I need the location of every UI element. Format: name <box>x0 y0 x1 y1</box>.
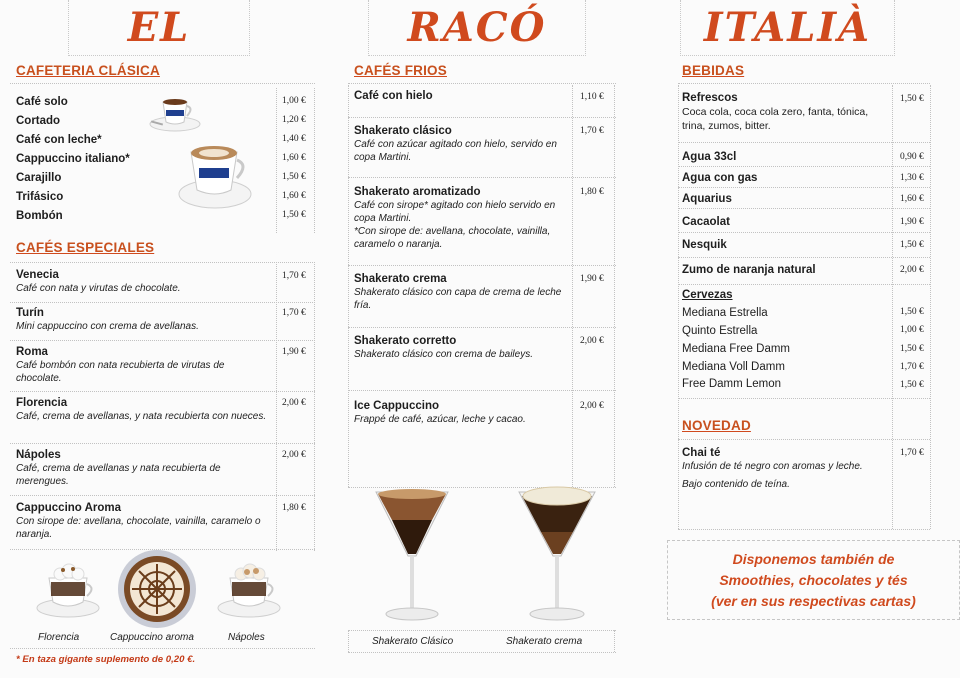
shakerato-crema-glass-image <box>513 484 601 624</box>
footnote: * En taza gigante suplemento de 0,20 €. <box>16 654 196 665</box>
column-edge <box>930 85 931 529</box>
title-word-2: RACÓ <box>407 4 547 51</box>
price-divider <box>276 88 277 233</box>
divider <box>678 187 930 188</box>
menu-item: Agua 33cl <box>682 151 737 163</box>
item-price: 1,50 € <box>900 344 924 354</box>
section-cafeteria-clasica: CAFETERIA CLÁSICA <box>16 63 160 78</box>
caption-shakerato-clasico: Shakerato Clásico <box>372 636 454 647</box>
price-divider <box>572 85 573 487</box>
divider <box>10 83 315 84</box>
menu-item: Cortado <box>16 115 61 127</box>
item-price: 1,50 € <box>900 380 924 390</box>
menu-item: Shakerato aromatizado Café con sirope* agitado con hielo servido en copa Martini. *Con sirope de: avellana, chocolate, vainilla, caramelo o naranja. <box>354 186 556 250</box>
divider <box>348 265 616 266</box>
divider <box>678 439 930 440</box>
item-price: 1,90 € <box>900 217 924 227</box>
menu-item: Shakerato clásico Café con azúcar agitado con hielo, servido en copa Martini. <box>354 125 557 163</box>
napoles-cup-image <box>214 560 284 622</box>
menu-item: Refrescos Coca cola, coca cola zero, fanta, tónica, trina, zumos, bitter. <box>682 92 869 132</box>
menu-item: Quinto Estrella <box>682 325 758 337</box>
divider <box>678 398 930 399</box>
item-price: 1,60 € <box>900 194 924 204</box>
section-bebidas: BEBIDAS <box>682 63 745 78</box>
menu-item: Zumo de naranja natural <box>682 264 816 276</box>
menu-item: Nápoles Café, crema de avellanas y nata recubierta de merengues. <box>16 449 221 487</box>
divider <box>348 390 616 391</box>
item-price: 1,50 € <box>282 172 306 182</box>
menu-item: Cappuccino Aroma Con sirope de: avellana, chocolate, vainilla, caramelo o naranja. <box>16 502 261 540</box>
item-price: 1,80 € <box>580 187 604 197</box>
column-edge <box>614 630 615 652</box>
item-price: 2,00 € <box>580 401 604 411</box>
divider <box>348 652 616 653</box>
item-price: 1,40 € <box>282 134 306 144</box>
menu-item: Chai té Infusión de té negro con aromas y leche. Bajo contenido de teína. <box>682 447 863 490</box>
column-edge <box>614 85 615 487</box>
price-divider <box>892 85 893 529</box>
menu-item: Mediana Voll Damm <box>682 361 785 373</box>
menu-item: Bombón <box>16 210 63 222</box>
menu-item: Shakerato corretto Shakerato clásico con crema de baileys. <box>354 335 533 360</box>
divider <box>348 327 616 328</box>
menu-item: Aquarius <box>682 193 732 205</box>
caption-florencia: Florencia <box>38 632 80 643</box>
title-box-2 <box>368 0 586 56</box>
menu-item: Venecia Café con nata y virutas de chocolate. <box>16 269 181 294</box>
item-price: 1,70 € <box>900 362 924 372</box>
title-word-3: ITALIÀ <box>703 4 872 51</box>
item-price: 2,00 € <box>282 398 306 408</box>
price-divider <box>276 264 277 551</box>
item-price: 1,50 € <box>282 210 306 220</box>
menu-item: Nesquik <box>682 239 727 251</box>
divider <box>10 443 315 444</box>
item-price: 0,90 € <box>900 152 924 162</box>
cappuccino-cup-image <box>175 140 255 212</box>
item-price: 2,00 € <box>900 265 924 275</box>
divider <box>678 83 930 84</box>
item-price: 1,20 € <box>282 115 306 125</box>
item-price: 1,30 € <box>900 173 924 183</box>
item-price: 1,50 € <box>900 240 924 250</box>
menu-item: Café con hielo <box>354 90 433 102</box>
item-price: 1,00 € <box>900 325 924 335</box>
menu-item: Shakerato crema Shakerato clásico con capa de crema de leche fría. <box>354 273 562 311</box>
section-novedad: NOVEDAD <box>682 418 751 433</box>
menu-item: Florencia Café, crema de avellanas, y nata recubierta con nueces. <box>16 397 267 422</box>
divider <box>678 166 930 167</box>
cappuccino-aroma-image <box>116 549 198 629</box>
divider <box>10 340 315 341</box>
column-edge-left <box>348 85 349 487</box>
column-edge <box>314 264 315 551</box>
promo-line-3: (ver en sus respectivas cartas) <box>711 592 916 609</box>
section-cafes-especiales: CAFÉS ESPECIALES <box>16 240 155 255</box>
promo-line-1: Disponemos también de <box>732 550 895 567</box>
column-edge-left <box>678 85 679 529</box>
menu-item: Agua con gas <box>682 172 758 184</box>
divider <box>678 232 930 233</box>
item-price: 1,80 € <box>282 503 306 513</box>
shakerato-clasico-glass-image <box>370 484 454 624</box>
caption-napoles: Nápoles <box>228 632 265 643</box>
menu-item: Carajillo <box>16 172 62 184</box>
item-price: 1,60 € <box>282 153 306 163</box>
item-price: 1,00 € <box>282 96 306 106</box>
column-edge-left <box>348 630 349 652</box>
divider <box>10 391 315 392</box>
cervezas-heading: Cervezas <box>682 289 733 301</box>
menu-item: Café solo <box>16 96 68 108</box>
menu-item: Cacaolat <box>682 216 730 228</box>
menu-item: Cappuccino italiano* <box>16 153 130 165</box>
menu-item: Café con leche* <box>16 134 102 146</box>
caption-cappuccino-aroma: Cappuccino aroma <box>110 632 194 643</box>
title-box-1 <box>68 0 250 56</box>
menu-item: Roma Café bombón con nata recubierta de virutas de chocolate. <box>16 346 225 384</box>
divider <box>348 630 616 631</box>
title-word-1: EL <box>127 4 191 51</box>
menu-item: Turín Mini cappuccino con crema de avellanas. <box>16 307 199 332</box>
item-price: 2,00 € <box>282 450 306 460</box>
item-price: 1,70 € <box>580 126 604 136</box>
florencia-cup-image <box>33 560 103 622</box>
item-price: 1,70 € <box>282 308 306 318</box>
divider <box>678 142 930 143</box>
promo-box <box>667 540 960 620</box>
menu-item: Mediana Estrella <box>682 307 768 319</box>
column-edge <box>314 88 315 233</box>
menu-item: Trifásico <box>16 191 64 203</box>
divider <box>10 302 315 303</box>
item-price: 2,00 € <box>580 336 604 346</box>
divider <box>678 284 930 285</box>
divider <box>10 262 315 263</box>
divider <box>678 208 930 209</box>
menu-item: Ice Cappuccino Frappé de café, azúcar, leche y cacao. <box>354 400 526 425</box>
item-price: 1,60 € <box>282 191 306 201</box>
divider <box>348 117 616 118</box>
divider <box>348 83 616 84</box>
divider <box>348 177 616 178</box>
divider <box>10 495 315 496</box>
item-price: 1,70 € <box>282 271 306 281</box>
item-price: 1,10 € <box>580 92 604 102</box>
divider <box>10 648 315 649</box>
divider <box>678 257 930 258</box>
item-price: 1,50 € <box>900 307 924 317</box>
title-box-3 <box>680 0 895 56</box>
item-price: 1,90 € <box>282 347 306 357</box>
section-cafes-frios: CAFÉS FRIOS <box>354 63 447 78</box>
item-price: 1,90 € <box>580 274 604 284</box>
menu-item: Mediana Free Damm <box>682 343 791 355</box>
caption-shakerato-crema: Shakerato crema <box>506 636 583 647</box>
espresso-cup-image <box>147 94 203 134</box>
promo-line-2: Smoothies, chocolates y tés <box>719 571 908 588</box>
item-price: 1,50 € <box>900 94 924 104</box>
divider <box>678 529 930 530</box>
item-price: 1,70 € <box>900 448 924 458</box>
menu-item: Free Damm Lemon <box>682 378 782 390</box>
